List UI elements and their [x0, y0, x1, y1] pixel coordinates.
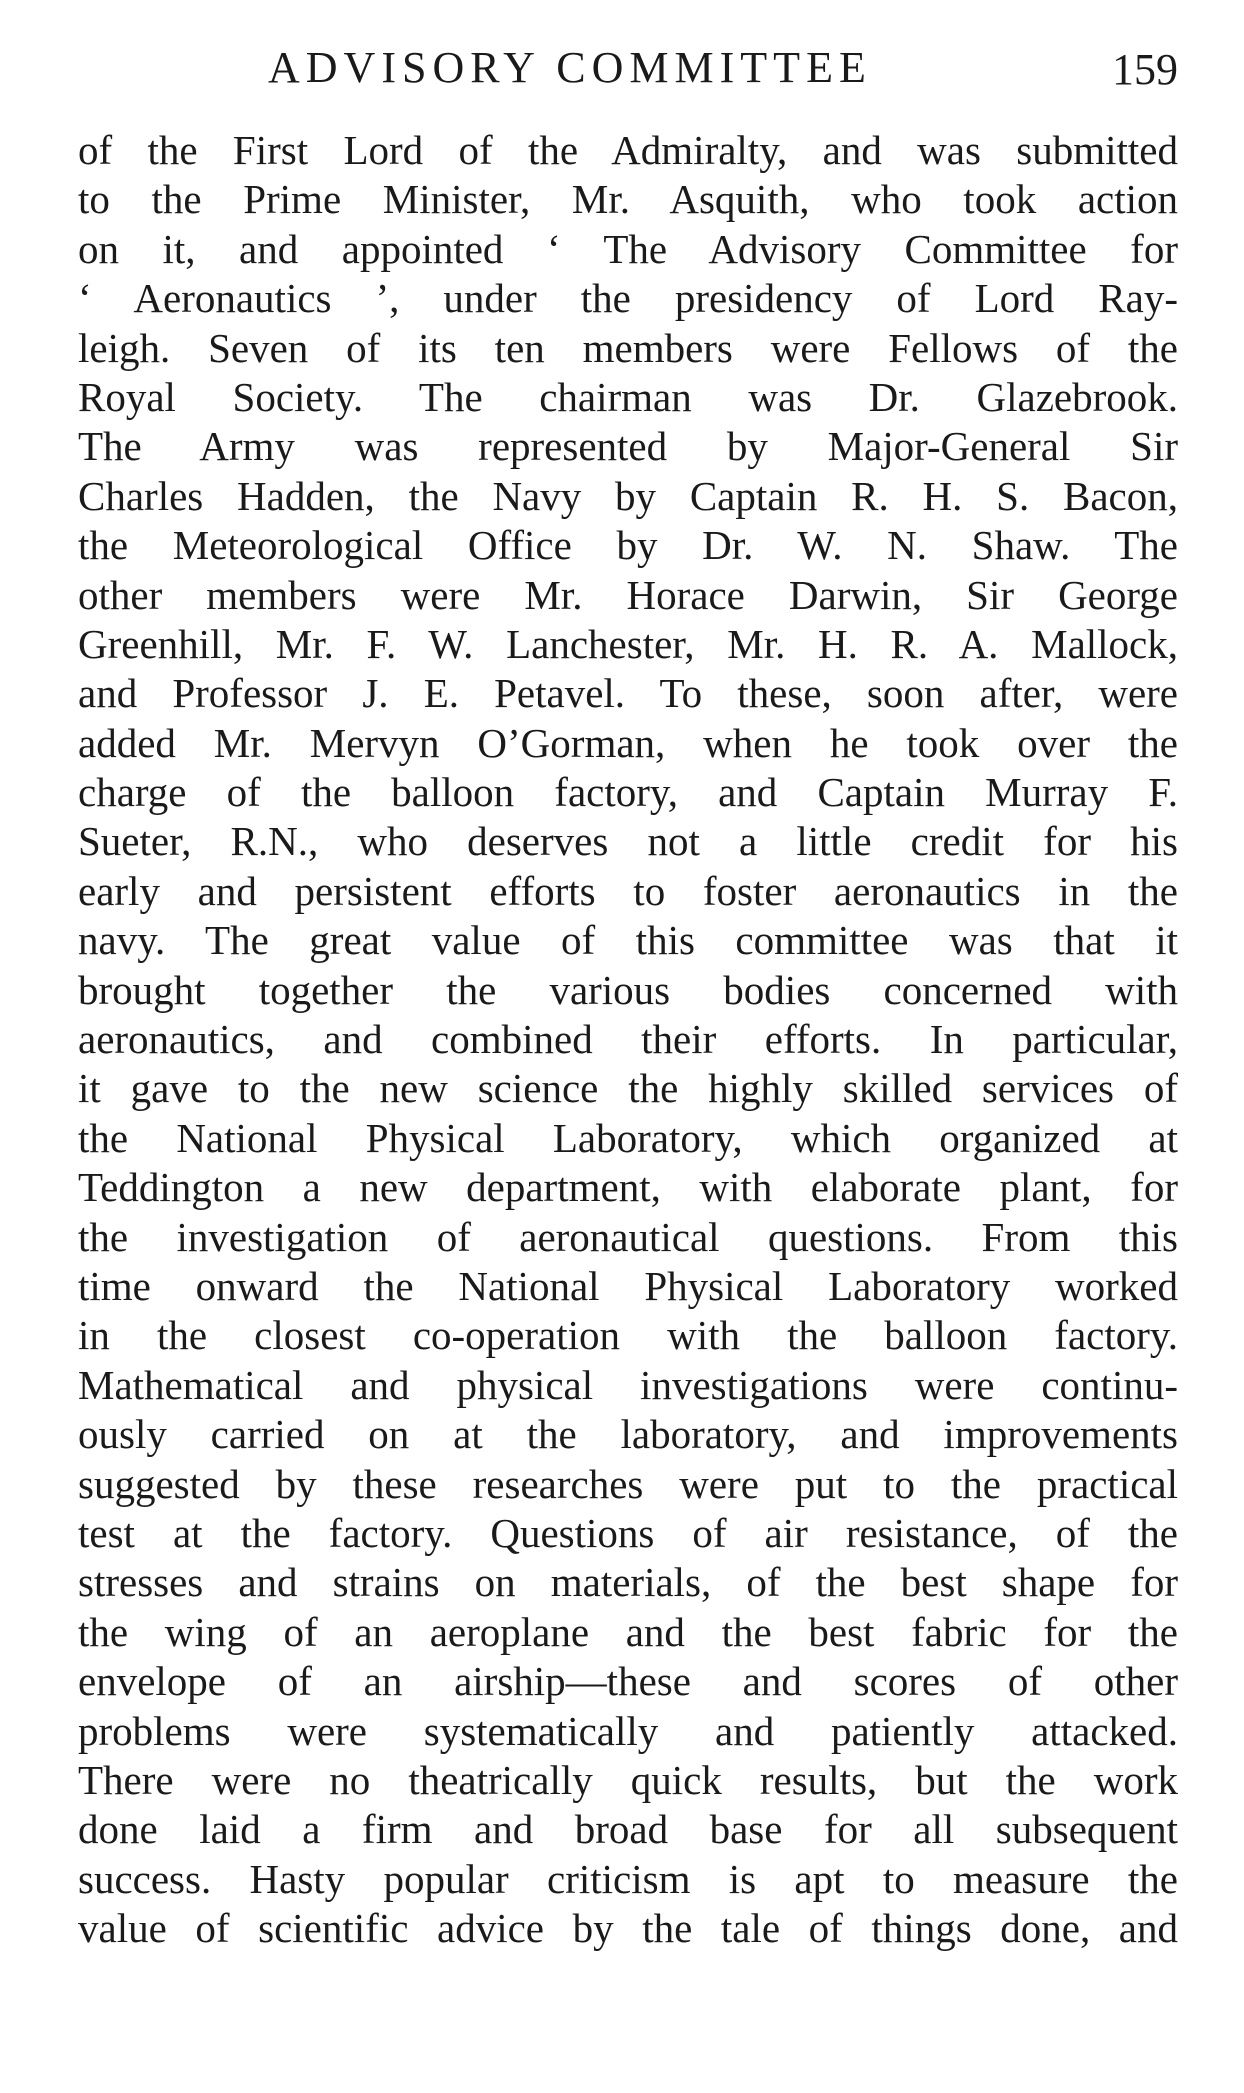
text-line: and Professor J. E. Petavel. To these, soon after, were	[78, 670, 1178, 717]
text-line: other members were Mr. Horace Darwin, Sir George	[78, 571, 1178, 618]
text-line: done laid a firm and broad base for all subsequent	[78, 1806, 1178, 1853]
text-line: to the Prime Minister, Mr. Asquith, who took action	[78, 176, 1178, 223]
text-line: the National Physical Laboratory, which organized at	[78, 1114, 1178, 1161]
text-line: time onward the National Physical Laboratory worked	[78, 1262, 1178, 1309]
text-line: suggested by these researches were put to the practical	[78, 1460, 1178, 1507]
text-line: added Mr. Mervyn O’Gorman, when he took over the	[78, 719, 1178, 766]
text-line: ously carried on at the laboratory, and improvements	[78, 1411, 1178, 1458]
text-line: Teddington a new department, with elaborate plant, for	[78, 1164, 1178, 1211]
text-line: the Meteorological Office by Dr. W. N. Shaw. The	[78, 522, 1178, 569]
text-line: There were no theatrically quick results, but the work	[78, 1756, 1178, 1803]
text-line: The Army was represented by Major-General Sir	[78, 423, 1178, 470]
text-line: in the closest co-operation with the balloon factory.	[78, 1312, 1178, 1359]
text-line: Royal Society. The chairman was Dr. Glazebrook.	[78, 373, 1178, 420]
text-line: early and persistent efforts to foster aeronautics in the	[78, 867, 1178, 914]
text-line: of the First Lord of the Admiralty, and was submitted	[78, 127, 1178, 173]
text-line: the investigation of aeronautical questions. From this	[78, 1213, 1178, 1260]
text-line: aeronautics, and combined their efforts. In particular,	[78, 1016, 1178, 1063]
text-line: stresses and strains on materials, of the best shape for	[78, 1559, 1178, 1606]
text-line: leigh. Seven of its ten members were Fellows of the	[78, 324, 1178, 371]
text-line: it gave to the new science the highly skilled services of	[78, 1065, 1178, 1112]
text-line: test at the factory. Questions of air resistance, of the	[78, 1509, 1178, 1556]
text-line: value of scientific advice by the tale of things done, and	[78, 1905, 1178, 1952]
text-line: envelope of an airship—these and scores of other	[78, 1658, 1178, 1705]
text-line: navy. The great value of this committee was that it	[78, 917, 1178, 964]
running-title: ADVISORY COMMITTEE	[268, 43, 872, 92]
page-number: 159	[1112, 45, 1178, 94]
text-line: the wing of an aeroplane and the best fabric for the	[78, 1608, 1178, 1655]
text-line: brought together the various bodies concerned with	[78, 966, 1178, 1013]
text-line: Mathematical and physical investigations were continu-	[78, 1361, 1178, 1408]
text-line: on it, and appointed ‘ The Advisory Committee for	[78, 225, 1178, 272]
text-line: Charles Hadden, the Navy by Captain R. H. S. Bacon,	[78, 472, 1178, 519]
body-text	[78, 126, 1178, 1953]
text-line: ‘ Aeronautics ’, under the presidency of Lord Ray-	[78, 275, 1178, 322]
text-line: Sueter, R.N., who deserves not a little credit for his	[78, 818, 1178, 865]
text-line: Greenhill, Mr. F. W. Lanchester, Mr. H. R. A. Mallock,	[78, 620, 1178, 667]
text-line: problems were systematically and patiently attacked.	[78, 1707, 1178, 1754]
running-head	[78, 40, 1178, 96]
text-line: success. Hasty popular criticism is apt to measure the	[78, 1855, 1178, 1902]
text-line: charge of the balloon factory, and Captain Murray F.	[78, 769, 1178, 816]
